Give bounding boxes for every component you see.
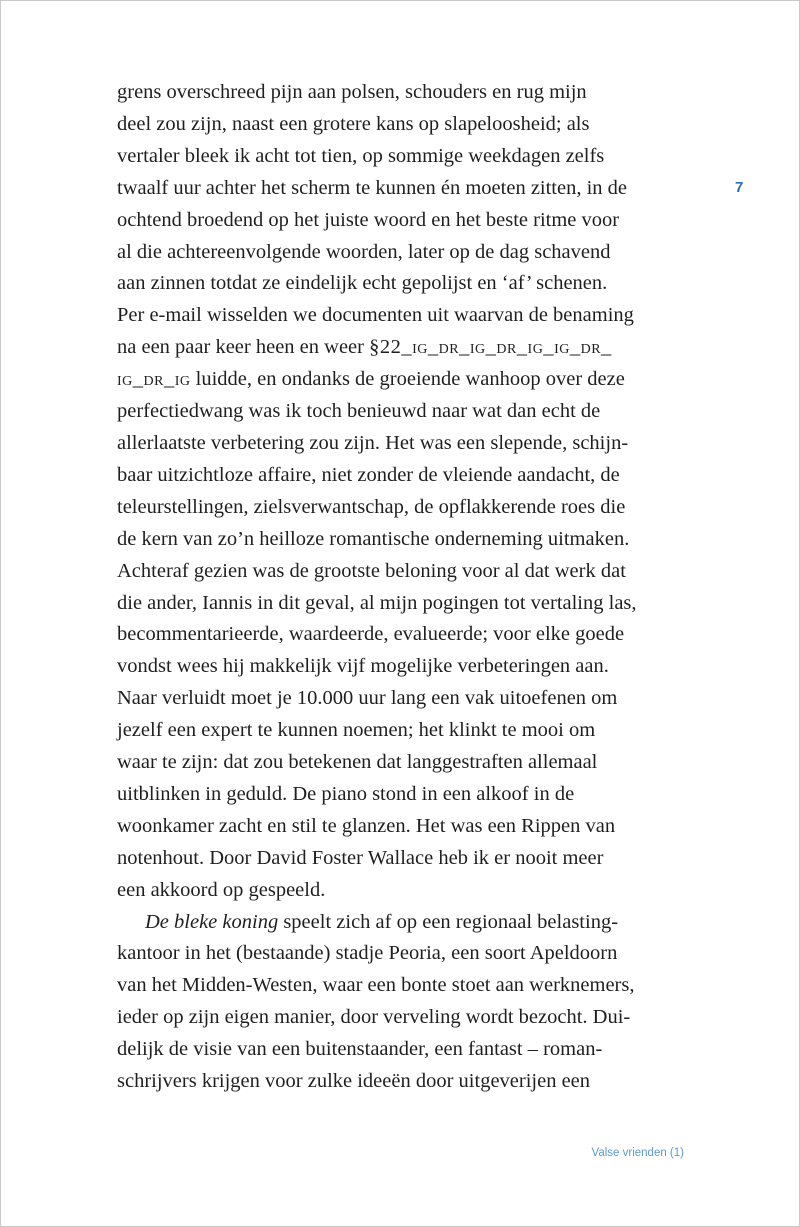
text-fragment: speelt zich af op een regionaal belasting- [278,910,619,933]
text-line: twaalf uur achter het scherm te kunnen én moeten zitten, in de [117,176,628,199]
text-line: delijk de visie van een buitenstaander, een fantast – roman- [117,1038,603,1061]
text-line: aan zinnen totdat ze eindelijk echt gepolijst en ‘af’ schenen. [117,272,608,295]
text-line: die ander, Iannis in dit geval, al mijn pogingen tot vertaling las, [117,591,637,614]
text-line: uitblinken in geduld. De piano stond in een alkoof in de [117,782,575,805]
text-line: vondst wees hij makkelijk vijf mogelijke verbeteringen aan. [117,655,609,678]
text-line: kantoor in het (bestaande) stadje Peoria, een soort Apeldoorn [117,942,618,965]
text-line: jezelf een expert te kunnen noemen; het klinkt te mooi om [117,719,596,742]
running-footer: Valse vrienden (1) [591,1147,684,1159]
text-line: deel zou zijn, naast een grotere kans op slapeloosheid; als [117,112,590,135]
text-line: teleurstellingen, zielsverwantschap, de opflakkerende roes die [117,495,626,518]
document-filename-continued: ig_dr_ig [117,368,191,391]
text-line [117,332,697,364]
body-text [117,77,697,1098]
text-fragment: na een paar keer heen en weer [117,336,370,359]
text-line: Per e-mail wisselden we documenten uit waarvan de benaming [117,304,634,327]
text-line [117,364,697,396]
text-line: Achteraf gezien was de grootste beloning voor al dat werk dat [117,559,626,582]
text-line: de kern van zo’n heilloze romantische onderneming uitmaken. [117,527,630,550]
text-line: schrijvers krijgen voor zulke ideeën door uitgeverijen een [117,1070,591,1093]
page-number: 7 [735,179,744,196]
text-line: waar te zijn: dat zou betekenen dat langgestraften allemaal [117,751,598,774]
text-line: allerlaatste verbetering zou zijn. Het was een slepende, schijn- [117,431,629,454]
text-line: grens overschreed pijn aan polsen, schouders en rug mijn [117,81,587,103]
text-line: baar uitzichtloze affaire, niet zonder de vleiende aandacht, de [117,463,620,486]
text-line: becommentarieerde, waardeerde, evalueerde; voor elke goede [117,623,625,646]
text-line: al die achtereenvolgende woorden, later op de dag schavend [117,240,611,263]
text-line: van het Midden-Westen, waar een bonte stoet aan werknemers, [117,974,635,997]
text-line: woonkamer zacht en stil te glanzen. Het was een Rippen van [117,814,616,837]
text-fragment: luidde, en ondanks de groeiende wanhoop over deze [190,368,625,391]
book-title: De bleke koning [145,910,279,933]
text-line: notenhout. Door David Foster Wallace heb ik er nooit meer [117,846,604,869]
text-line: een akkoord op gespeeld. [117,878,326,901]
document-filename: §22_ig_dr_ig_dr_ig_ig_dr_ [369,336,612,359]
text-line: Naar verluidt moet je 10.000 uur lang een vak uitoefenen om [117,687,618,710]
paragraph-start-line [117,907,697,939]
text-line: vertaler bleek ik acht tot tien, op sommige weekdagen zelfs [117,144,605,167]
text-line: ochtend broedend op het juiste woord en het beste ritme voor [117,208,620,231]
text-line: ieder op zijn eigen manier, door verveling wordt bezocht. Dui- [117,1006,631,1029]
text-line: perfectiedwang was ik toch benieuwd naar wat dan echt de [117,400,601,423]
